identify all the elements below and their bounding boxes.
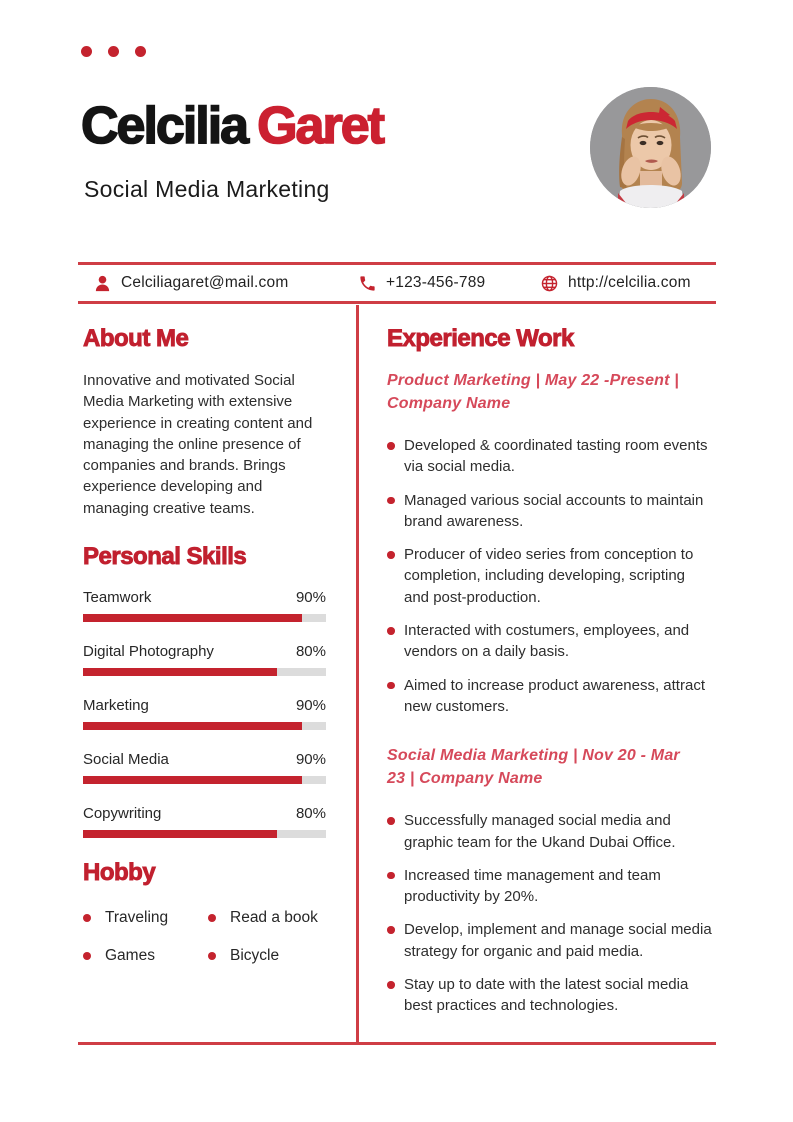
job-bullet: Interacted with costumers, employees, and vendors on a daily basis. (387, 620, 712, 663)
experience-title: Experience Work (387, 325, 574, 352)
red-dot (81, 46, 92, 57)
job-bullet: Producer of video series from conception to completion, including developing, scripting and post-production. (387, 544, 712, 608)
skill-percent: 90% (295, 697, 326, 715)
red-dot (135, 46, 146, 57)
experience-jobs (387, 369, 712, 1017)
skill-row (83, 805, 326, 838)
website-text: http://celcilia.com (568, 274, 691, 291)
skill-progress-fill (83, 776, 302, 784)
hobby-item (83, 947, 208, 965)
skill-progress-track (83, 776, 326, 784)
profile-photo (590, 87, 711, 208)
skill-progress-track (83, 830, 326, 838)
bullet-dot-icon (208, 914, 216, 922)
contact-email (93, 274, 288, 293)
column-divider-line (356, 305, 359, 1042)
first-name: Celcilia (81, 97, 248, 155)
skill-progress-fill (83, 668, 277, 676)
skill-row (83, 751, 326, 784)
left-column (83, 325, 326, 965)
bullet-dot-icon (208, 952, 216, 960)
skill-row (83, 589, 326, 622)
red-dot (108, 46, 119, 57)
skill-progress-fill (83, 830, 277, 838)
skill-label: Marketing (83, 697, 149, 715)
contact-bar (78, 262, 716, 304)
skill-percent: 90% (295, 589, 326, 607)
email-text: Celciliagaret@mail.com (121, 274, 289, 291)
job-bullet: Stay up to date with the latest social media best practices and technologies. (387, 974, 712, 1017)
job-bullet: Developed & coordinated tasting room events via social media. (387, 435, 712, 478)
skill-label: Social Media (83, 751, 169, 769)
last-name: Garet (257, 97, 383, 155)
skill-percent: 90% (295, 751, 326, 769)
job-entry (387, 369, 712, 717)
job-bullet: Aimed to increase product awareness, attract new customers. (387, 675, 712, 718)
about-text: Innovative and motivated Social Media Marketing with extensive experience in creating content and managing the online presence of companies and brands. Brings experience developing and managing creative teams. (83, 372, 313, 517)
job-bullet: Increased time management and team productivity by 20%. (387, 865, 712, 908)
job-meta: Social Media Marketing | Nov 20 - Mar 23 | Company Name (387, 747, 680, 788)
skill-row (83, 643, 326, 676)
skill-label: Copywriting (83, 805, 162, 823)
job-bullet: Successfully managed social media and graphic team for the Ukand Dubai Office. (387, 810, 712, 853)
hobby-item (208, 909, 326, 927)
skills-title: Personal Skills (83, 543, 247, 571)
job-bullets (387, 810, 712, 1016)
skill-label: Teamwork (83, 589, 152, 607)
bottom-rule-line (78, 1042, 716, 1045)
person-name (81, 96, 383, 156)
phone-text: +123-456-789 (386, 274, 486, 291)
hobby-item (208, 947, 326, 965)
hobby-label: Bicycle (230, 947, 280, 965)
job-bullet: Develop, implement and manage social media strategy for organic and paid media. (387, 919, 712, 962)
job-bullet: Managed various social accounts to maintain brand awareness. (387, 490, 712, 533)
globe-icon (540, 274, 559, 293)
skill-progress-track (83, 668, 326, 676)
person-icon (93, 274, 112, 293)
hobby-label: Games (105, 947, 155, 965)
profile-photo-illustration (590, 87, 711, 208)
skill-progress-track (83, 722, 326, 730)
phone-icon (358, 274, 377, 293)
skills-list (83, 589, 326, 838)
contact-website (540, 274, 691, 293)
hobby-list (83, 909, 326, 965)
skill-progress-fill (83, 614, 302, 622)
job-entry (387, 744, 712, 1016)
skill-label: Digital Photography (83, 643, 214, 661)
decorative-dots (81, 46, 146, 57)
hobby-item (83, 909, 208, 927)
contact-phone (358, 274, 485, 293)
job-meta: Product Marketing | May 22 -Present | Company Name (387, 372, 679, 412)
skill-progress-fill (83, 722, 302, 730)
skill-percent: 80% (295, 643, 326, 661)
skill-row (83, 697, 326, 730)
job-bullets (387, 435, 712, 717)
hobby-label: Traveling (105, 909, 169, 927)
bullet-dot-icon (83, 914, 91, 922)
hobby-label: Read a book (230, 909, 318, 927)
skill-progress-track (83, 614, 326, 622)
bullet-dot-icon (83, 952, 91, 960)
job-title: Social Media Marketing (84, 176, 330, 202)
right-column (387, 325, 712, 1029)
about-title: About Me (83, 325, 189, 352)
hobby-title: Hobby (83, 859, 156, 887)
skill-percent: 80% (295, 805, 326, 823)
